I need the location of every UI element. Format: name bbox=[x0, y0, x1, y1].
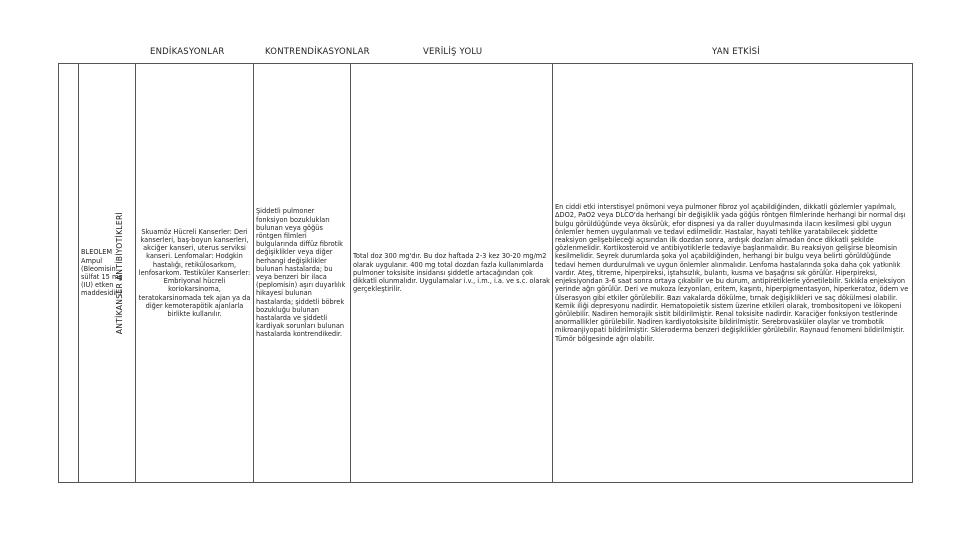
table-row bbox=[59, 64, 913, 483]
route-cell bbox=[351, 64, 553, 483]
route-text: Total doz 300 mg'dır. Bu doz haftada 2-3 kez 30-20 mg/m2 olarak uygulanır. 400 mg total dozdan fazla kullanımlarda pulmoner toksisite insidansı şiddetle artacağından çok dikkatli olunmalıdır. Uygulamalar i.v., i.m., i.a. ve s.c. olarak gerçekleştirilir. bbox=[353, 252, 550, 294]
header-indications: ENDİKASYONLAR bbox=[150, 47, 225, 57]
drug-name: BLEOLEM Ampul (Bleomisin sülfat 15 mg (IU) etken maddesidir.) bbox=[81, 248, 123, 298]
indications-cell bbox=[136, 64, 254, 483]
row-label: ANTİKANSER ANTİBİYOTİKLERİ bbox=[115, 211, 125, 335]
indications-text: Skuamöz Hücreli Kanserler: Deri kanserleri, baş-boyun kanserleri, akciğer kanseri, uterus serviksi kanseri. Lenfomalar: Hodgkin hastalığı, retikülosarkom, lenfosarkom. Testiküler Kanserler: Embriyonal hücreli koriokarsinoma, teratokarsinomada tek ajan ya da diğer kemoterapötik ajanlarla birlikte kullanılır. bbox=[138, 227, 251, 318]
contraindications-cell bbox=[254, 64, 351, 483]
side-effects-text: En ciddi etki interstisyel pnömoni veya pulmoner fibroz yol açabildiğinden, dikkatli gözlemler yapılmalı, ΔDO2, PaO2 veya DLCO'da herhangi bir değişiklik yada göğüs röntgen filmlerinde herhangi bir normal dışı bulgu görüldüğünde veya öksürük, efor dispnesi ya da raller duyulmasında ilacın kesilmesi gibi uygun önlemler hemen uygulanmalı ve tedavi edilmelidir. Hastalar, hayati tehlike yaratabilecek şiddette reaksiyon gelişebileceği açısından ilk dozdan sonra, ardışık dozları almadan önce dikkatli şekilde gözlenmelidir. Kortikosteroid ve antibiyotiklerle tedaviye başlanmalıdır. Bu reaksiyon gelişirse bleomisin kesilmelidir. Seyrek durumlarda şoka yol açabildiğinden, herhangi bir bulgu veya belirti görüldüğünde tedavi hemen durdurulmalı ve uygun önlemler alınmalıdır. Lenfoma hastalarında şoka daha çok yatkınlık vardır. Ateş, titreme, hiperpireksi, iştahsızlık, bulantı, kusma ve başağrısı sık görülür. Hiperpireksi, enjeksiyondan 3-6 saat sonra ortaya çıkabilir ve bu durum, antipiretiklerle yönetilebilir. Sıklıkla enjeksiyon yerinde ağrı görülür. Deri ve mukoza lezyonları, eritem, kaşıntı, hiperpigmentasyon, hiperkeratoz, ödem ve ülserasyon gibi etkiler görülebilir. Bazı vakalarda dökülme, tırnak değişiklikleri ve saç dökülmesi olabilir. Kemik iliği depresyonu nadirdir. Hematopoietik sistem üzerine etkileri olarak, trombositopeni ve lökopeni görülebilir. Nadiren hemorajik sistit bildirilmiştir. Renal toksisite nadirdir. Karaciğer fonksiyon testlerinde anormallikler görülebilir. Nadiren kardiyotoksisite bildirilmiştir. Serebrovasküler olaylar ve trombotik mikroanjiyopati bildirilmiştir. Skleroderma benzeri değişiklikler görülebilir. Raynaud fenomeni bildirilmiştir. Tümör bölgesinde ağrı olabilir. bbox=[555, 203, 909, 343]
header-contraindications: KONTRENDİKASYONLAR bbox=[265, 47, 370, 57]
header-route: VERİLİŞ YOLU bbox=[423, 47, 483, 57]
drug-table bbox=[58, 63, 913, 483]
contraindications-text: Şiddetli pulmoner fonksiyon bozuklukları bulunan veya göğüs röntgen filmleri bulgularında diffüz fibrotik değişiklikler veya diğer herhangi değişiklikler bulunan hastalarda; bu veya benzeri bir ilaca (peplomisin) aşırı duyarlılık hikayesi bulunan hastalarda; şiddetli böbrek bozukluğu bulunan hastalarda ve şiddetli kardiyak sorunları bulunan hastalarda kontrendikedir. bbox=[256, 207, 346, 339]
drug-name-cell bbox=[79, 64, 136, 483]
header-side-effects: YAN ETKİSİ bbox=[712, 47, 760, 57]
side-effects-cell bbox=[553, 64, 913, 483]
